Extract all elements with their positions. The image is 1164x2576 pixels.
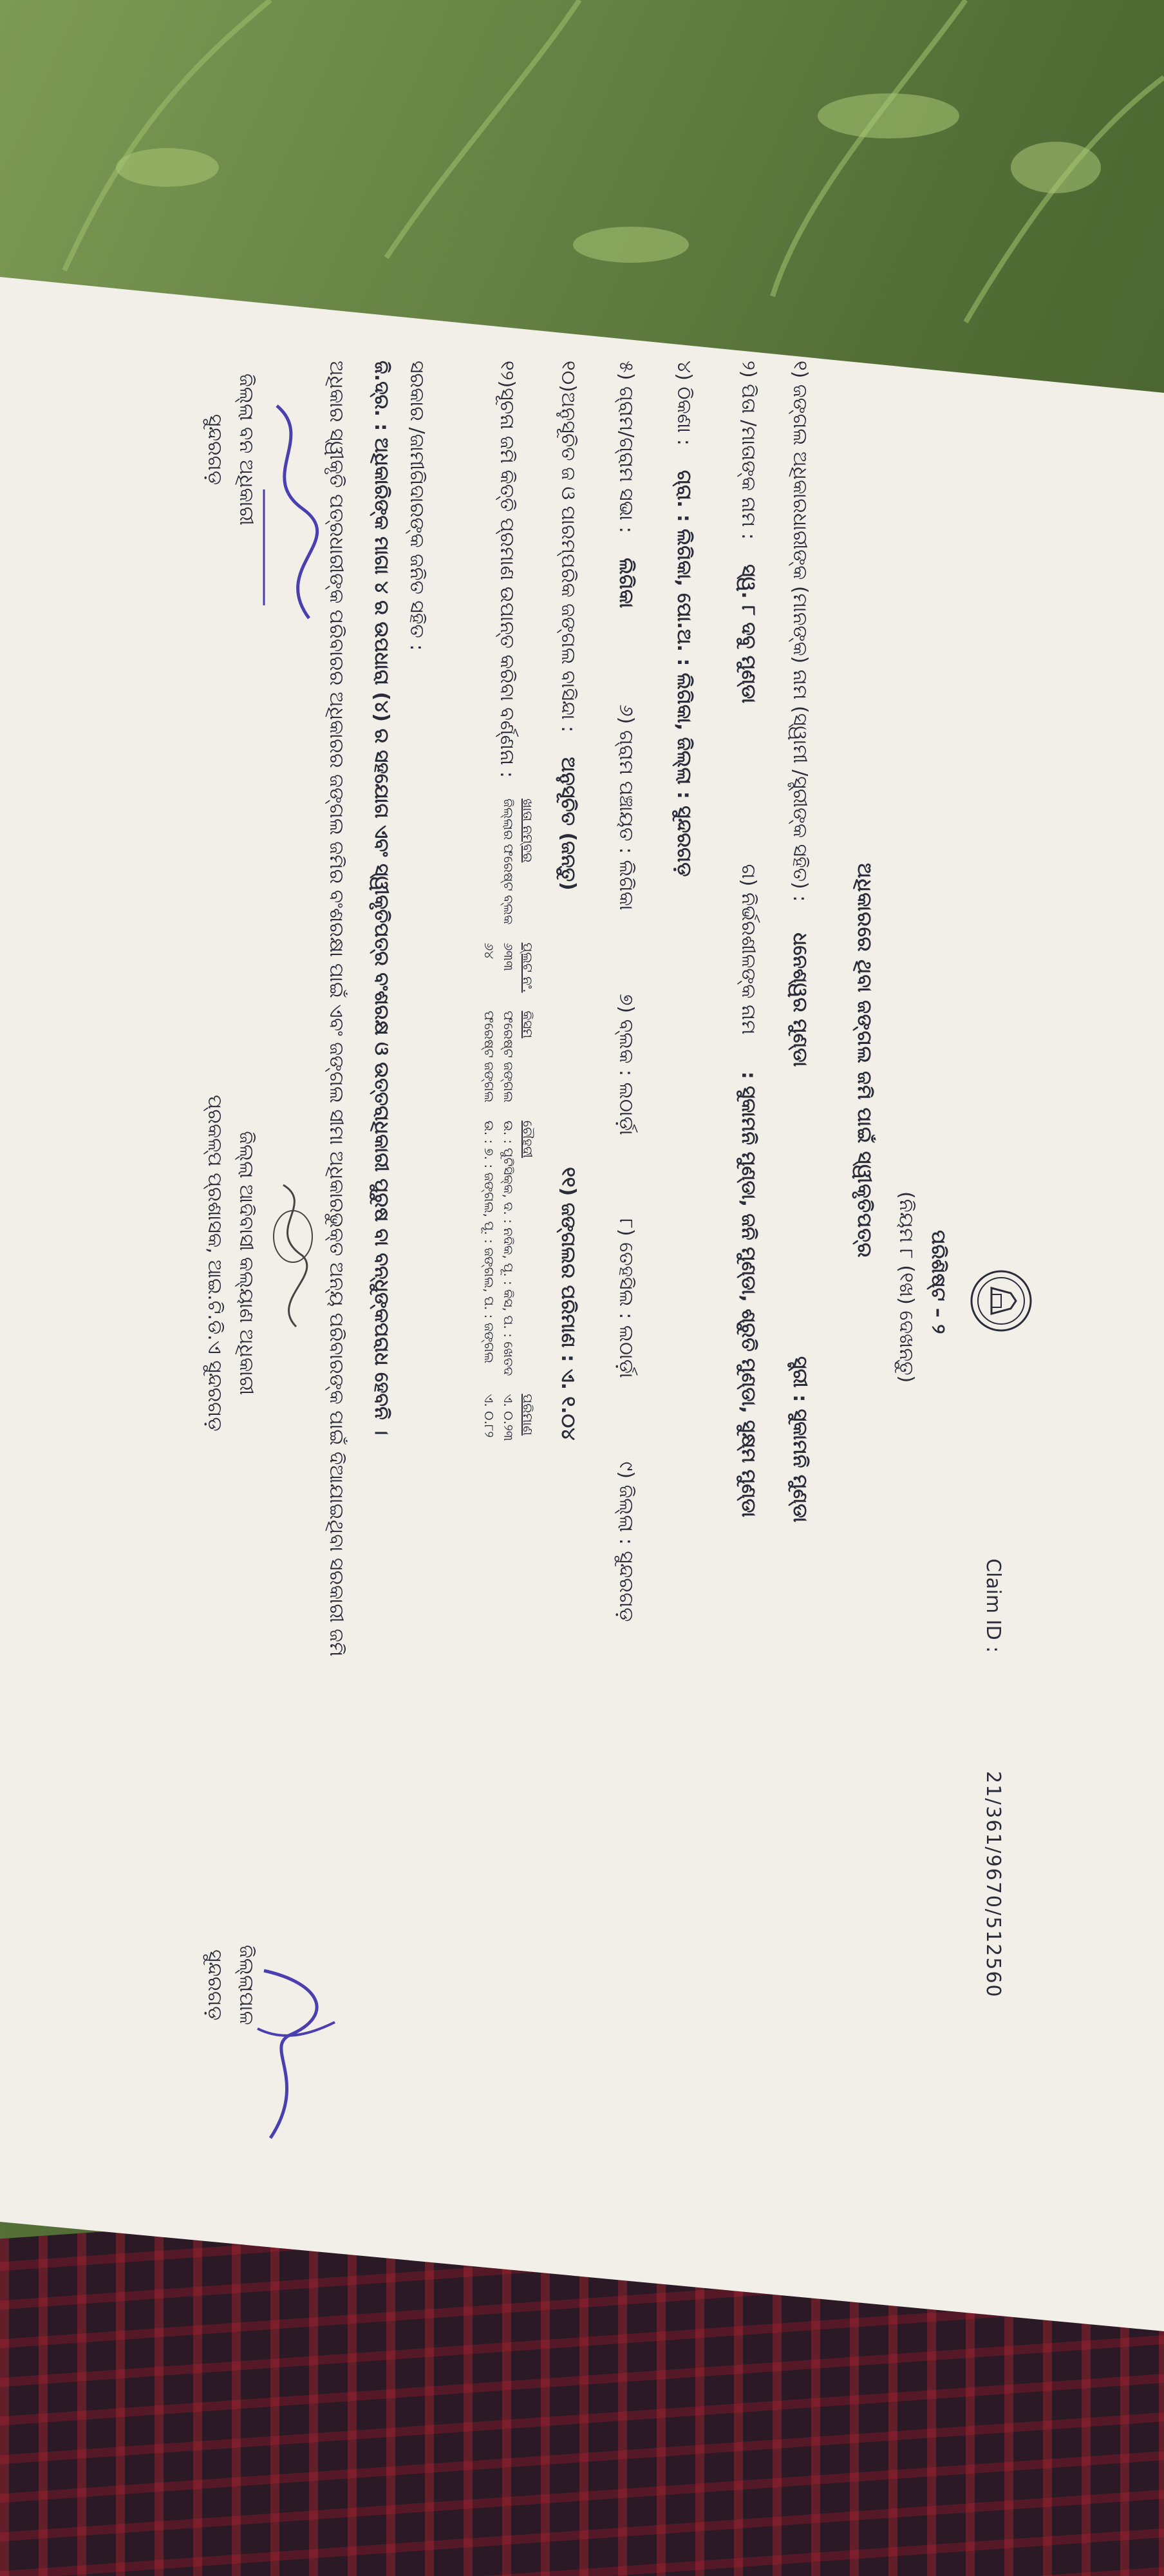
table-cell: ଏ. ୦.୨୩: [501, 1394, 516, 1441]
signature-block-collector: [203, 1945, 258, 2025]
table-header-row: [518, 799, 538, 1459]
signature-title: ପ୍ରକଳ୍ପ ପ୍ରଶାସକ, ଆଇ.ଟି.ଡି.ଏ ସୁନ୍ଦରଗଡ଼: [203, 1095, 226, 1432]
form-number: ପରିଶିଷ୍ଟ – ୨: [927, 1230, 950, 1334]
claim-id-label: Claim ID :: [982, 1558, 1004, 1653]
row-value: ଲିଗିକା: [615, 558, 637, 609]
signature-scribble: [251, 399, 328, 631]
signature-role: ଜିଲ୍ଲାପାଳ: [235, 1945, 258, 2025]
row-label: ୧) ଜଙ୍ଗଲ ଅଧିକାରଧାରୀଙ୍କ (ମାନଙ୍କ) ନାମ (ସ୍ୱାମୀ /ସ୍ତ୍ରୀଙ୍କ ସହିତ) :: [789, 361, 811, 902]
odisha-state-emblem-icon: [966, 1269, 1037, 1333]
row-label: ୧୦)ଅନୁସୂଚିତ ଜ ଓ ପାରମ୍ପରିକ ଜଙ୍ଗଲ ବାସିନ୍ଦା :: [557, 361, 579, 733]
row-village: [615, 361, 637, 1622]
row-block: ୭) ବ୍ଲକ : ଲଠାର୍ଡ଼ା: [615, 994, 637, 1135]
row-address: [673, 361, 695, 876]
col-header: ପରିମାଣ: [520, 1394, 536, 1436]
row-extra: : ସୁକାମନି ମୁଣ୍ଡା, ଜନି ମୁଣ୍ଡା, ଶ୍ରୁତି ମୁଣ୍ଡା, ସୁକ୍ଷ୍ମ ମୁଣ୍ଡା: [737, 1071, 760, 1518]
row-district: ୯) ଜିଲ୍ଲା : ସୁନ୍ଦରଗଡ଼: [615, 1461, 637, 1622]
signature-block-forest-officer: [203, 374, 258, 526]
row-area: ୧୧) ଜଙ୍ଗଲର ପରିମାଣ : ଏ. ୧.୦୪: [557, 1167, 579, 1441]
land-details-table: [480, 799, 538, 1459]
row-label: ୪) ଠିକଣା :: [673, 361, 695, 446]
table-cell: ଫରେଷ୍ଟ ଜଙ୍ଗଲ: [501, 1010, 516, 1103]
table-cell: ଜିଲ୍ଲାର ଫରେଷ୍ଟ ବ୍ଲକ: [501, 799, 516, 925]
row-label: ୨) ପିତା /ମାତାଙ୍କ ନାମ :: [737, 361, 760, 540]
table-cell: ୬୪: [482, 942, 497, 960]
signature-role: ଜିଲ୍ଲା ବନ ଅଧିକାରୀ: [235, 374, 258, 526]
table-cell: [480, 799, 499, 943]
col-header: ପ୍ଲଟ ନଂ.: [520, 942, 536, 993]
row-value: ସ୍ୱ. ୮ ଦବୁ ମୁଣ୍ଡା: [737, 564, 760, 704]
table-cell: ଏ. ୦.୮୨: [482, 1394, 497, 1438]
table-row: [499, 799, 518, 1459]
col-header: ଚୌହଦୀ: [520, 1121, 536, 1159]
table-cell: ଫରେଷ୍ଟ ଜଙ୍ଗଲ: [482, 1010, 497, 1103]
row-value: ଧନେଶ୍ୱର ମୁଣ୍ଡା: [789, 933, 811, 1067]
rule-reference: (ନିୟମ ୮ (୧ଖ) ଦେଖନ୍ତୁ): [895, 1191, 917, 1383]
row-label: ୫) ଗ୍ରାମ/ଗ୍ରାମ ସଭା :: [615, 361, 637, 533]
row-panchayat: ୬) ଗ୍ରାମ ପଞ୍ଚାୟତ : ଲିଗିକା: [615, 704, 637, 911]
signature-role: ଜିଲ୍ଲା ଆଦିବାସୀ କଲ୍ୟାଣ ଅଧିକାରୀ: [235, 1131, 258, 1396]
col-header: କିସମ: [520, 1010, 536, 1039]
signature-scribble: [258, 1172, 328, 1340]
document-content: [90, 335, 1056, 2267]
col-header: ଖାତା ନମ୍ବର: [520, 799, 536, 863]
table-cell: ୬୩୩: [501, 942, 516, 971]
row-parent-name: [737, 361, 760, 1517]
signature-title: ସୁନ୍ଦରଗଡ଼: [203, 1949, 226, 2021]
table-row: [480, 799, 499, 1459]
row-category: [557, 361, 579, 1440]
table-cell: ଉ. : ୭. : ଜଙ୍ଗଲ, ପୂ. : ଜଙ୍ଗଲ, ପ. : ଜଙ୍ଗଲ: [482, 1121, 497, 1363]
row-tehsil: ୮) ତେହସିଲ : ଲଠାର୍ଡ଼ା: [615, 1218, 637, 1378]
row-extra-label: ଗ) ନିର୍ଭରଶୀଳଙ୍କ ନାମ: [737, 864, 760, 1035]
row-govt-owner: ସରକାର /ଜାମୀଗିଦାରଙ୍କ ଜନିତ ସହିତ :: [406, 361, 428, 651]
document-title: ଅଧିକାରରେ ଥିବା ଜଙ୍ଗଲ ଜମି ପାଇଁ ସ୍ୱୀକୃତିପତ୍ର: [853, 863, 876, 1258]
signature-scribble: [251, 1945, 348, 2151]
signature-block-welfare-officer: [203, 1095, 258, 1432]
row-land-desc: ୧୨)ସୂଚନା ଜମି କିତ୍ତି ପ୍ରମାଣ ଉପାନ୍ତ କରିବା ବର୍ଣ୍ଣନା :: [496, 361, 518, 778]
secondary-note: ଅଧିକାର ସ୍ୱୀକୃତି ପତ୍ରଧାରୀଙ୍କ ପରିବାରର ଅଧିକାରର ଜଙ୍ଗଲ ଜମିର ବଂଶରକ୍ଷା ପାଇଁ ଏବଂ ଜଙ୍ଗଲ ସୀମା ଅଧିକାରଭୁକ୍ତ ଅନ୍ୟ ପରିବାରଙ୍କ ପାଇଁ ଦିଆଯାଇଥିବା ସରକାରୀ ଜମି: [325, 361, 348, 1657]
row-value: ଗ୍ରା. : ଲିଗିକା, ପୋ.ଅ. : ଲିଗିକା, ଜିଲ୍ଲା : ସୁନ୍ଦରଗଡ଼: [673, 469, 695, 877]
table-cell: ଉ. : ପୁଟିସିକ୍କ, ଦ. : ନଦିକ, ପୂ. : କିସ, ପ. : ଖେତଦ: [501, 1121, 516, 1376]
row-extra: ସ୍ତ୍ରୀ : ସୁକାମନି ମୁଣ୍ଡା: [789, 1356, 811, 1523]
signature-title: ସୁନ୍ଦରଗଡ଼: [203, 413, 226, 486]
row-holder-name: [789, 361, 811, 1522]
row-value: ଅନୁସୂଚିତ (ଜନ୍ତୁ): [557, 757, 579, 891]
claim-id-value: 21/361/9670/512560: [982, 1771, 1004, 1998]
important-note: ଜି.ଦ୍ର. : ଅଧିକାରିଙ୍କ ମାଗା ୪ ର ଉପଧାରା (୪) ର ସହଯୋଗ ଏବଂ ସ୍ୱୀକୃତିପତ୍ର ବଂଶରକ୍ଷ ଓ ଉତ୍ତରାଧିକାରୀ ପୁରୁଷ ବା ବନ୍ଧୁଙ୍କପରାଧ ହେବନି ।: [370, 361, 393, 1435]
